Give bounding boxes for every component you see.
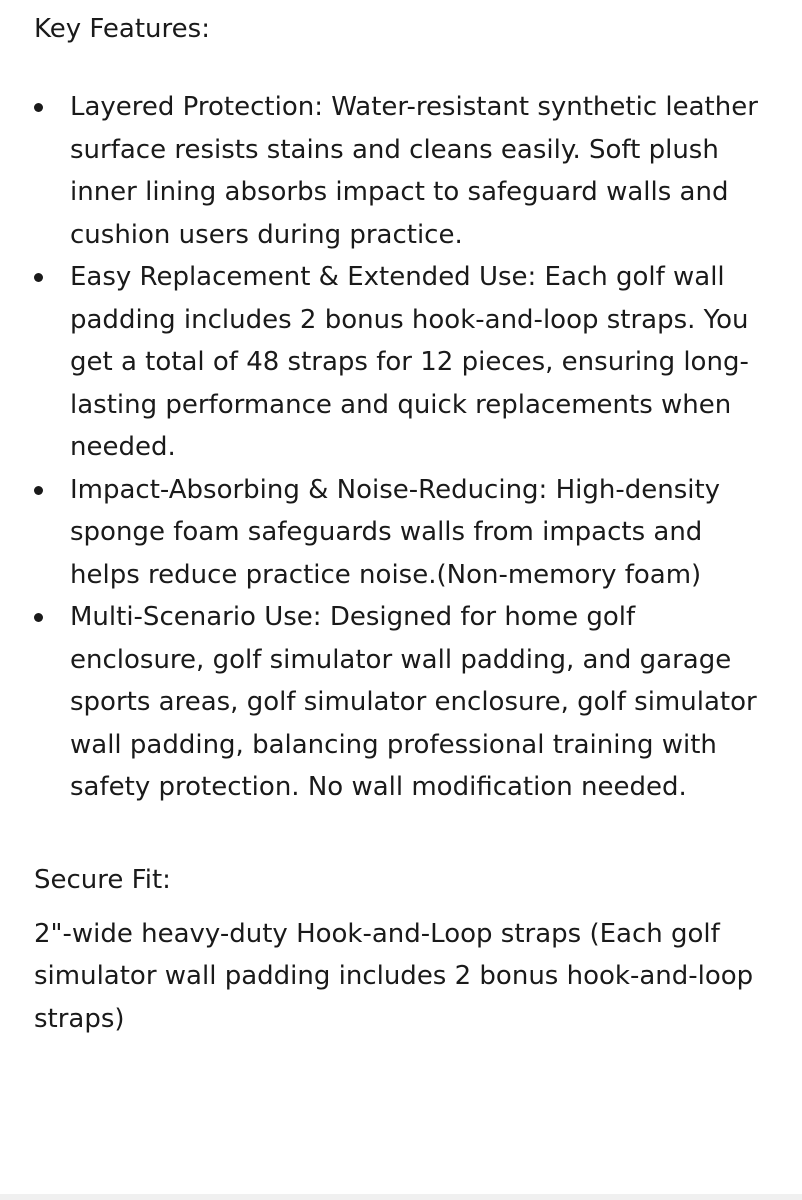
bullet-icon [34, 273, 43, 282]
bottom-divider [0, 1194, 802, 1200]
feature-item-easy-replacement [34, 256, 774, 469]
features-list [34, 86, 774, 809]
feature-text: Multi-Scenario Use: Designed for home golf enclosure, golf simulator wall padding, and garage sports areas, golf simulator enclosure, golf simulator wall padding, balancing professional training with safety protection. No wall modification needed. [70, 602, 757, 802]
feature-item-multi-scenario [34, 596, 774, 809]
feature-text: Layered Protection: Water-resistant synthetic leather surface resists stains and cleans easily. Soft plush inner lining absorbs impact to safeguard walls and cushion users during practice. [70, 92, 758, 250]
bullet-icon [34, 486, 43, 495]
secure-fit-heading: Secure Fit: [34, 864, 171, 895]
feature-item-layered-protection [34, 86, 774, 256]
bullet-icon [34, 103, 43, 112]
feature-item-impact-absorbing [34, 469, 774, 597]
feature-text: Impact-Absorbing & Noise-Reducing: High-density sponge foam safeguards walls from impacts and helps reduce practice noise.(Non-memory foam) [70, 474, 721, 590]
product-description [34, 8, 774, 1040]
key-features-heading: Key Features: [34, 14, 210, 44]
bullet-icon [34, 613, 43, 622]
secure-fit-text: 2"-wide heavy-duty Hook-and-Loop straps (Each golf simulator wall padding includes 2 bonus hook-and-loop straps) [34, 918, 754, 1034]
feature-text: Easy Replacement & Extended Use: Each golf wall padding includes 2 bonus hook-and-loop straps. You get a total of 48 straps for 12 pieces, ensuring long-lasting performance and quick replacements when needed. [70, 262, 749, 462]
